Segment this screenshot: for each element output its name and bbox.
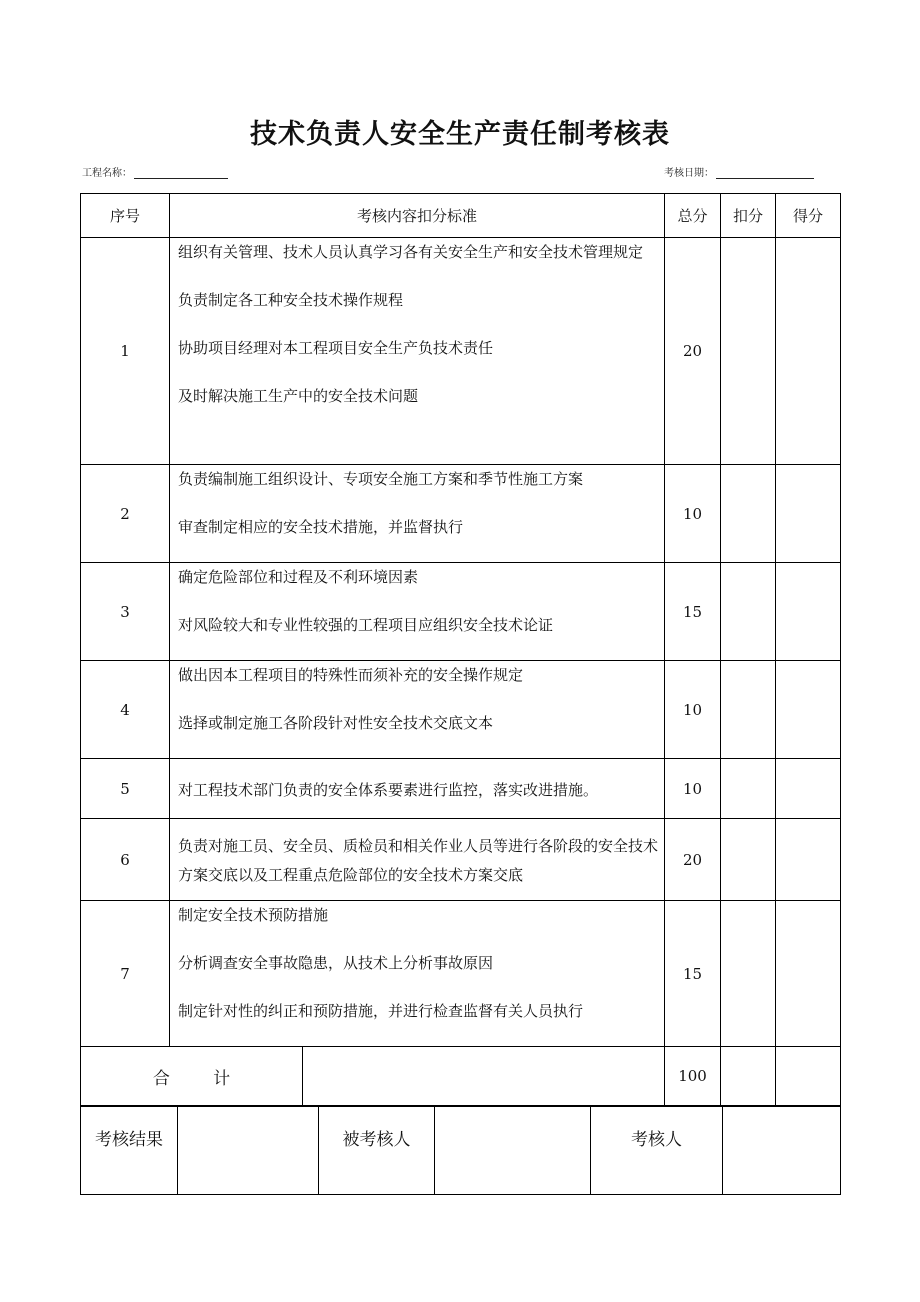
row-content <box>170 238 665 465</box>
page-title: 技术负责人安全生产责任制考核表 <box>250 119 670 150</box>
header-content: 考核内容扣分标准 <box>170 194 665 238</box>
table-row <box>81 563 841 661</box>
header-score: 得分 <box>776 194 841 238</box>
sum-blank-cell[interactable] <box>303 1047 665 1106</box>
row-total: 15 <box>665 901 721 1047</box>
table-row <box>81 238 841 465</box>
row-total: 10 <box>665 759 721 819</box>
table-row <box>81 759 841 819</box>
row-deduct-cell[interactable] <box>721 465 776 563</box>
row-score-cell[interactable] <box>776 563 841 661</box>
criteria-line: 协助项目经理对本工程项目安全生产负技术责任 <box>178 339 494 357</box>
row-score-cell[interactable] <box>776 661 841 759</box>
result-cell[interactable] <box>178 1107 319 1195</box>
row-index: 5 <box>81 759 170 819</box>
header-index: 序号 <box>81 194 170 238</box>
assessee-label: 被考核人 <box>319 1107 435 1195</box>
row-total: 10 <box>665 465 721 563</box>
row-index: 1 <box>81 238 170 465</box>
row-score-cell[interactable] <box>776 819 841 901</box>
assessor-cell[interactable] <box>723 1107 841 1195</box>
assessment-date-blank[interactable] <box>716 169 814 179</box>
criteria-line: 对工程技术部门负责的安全体系要素进行监控，落实改进措施。 <box>178 780 599 799</box>
criteria-line: 确定危险部位和过程及不利环境因素 <box>178 568 419 586</box>
project-name-blank[interactable] <box>134 169 228 179</box>
row-index: 4 <box>81 661 170 759</box>
row-content <box>170 563 665 661</box>
project-name-label: 工程名称： <box>82 168 132 179</box>
row-index: 7 <box>81 901 170 1047</box>
row-score-cell[interactable] <box>776 759 841 819</box>
signature-row <box>81 1107 841 1195</box>
row-content <box>170 661 665 759</box>
sum-total: 100 <box>665 1047 721 1106</box>
row-index: 3 <box>81 563 170 661</box>
row-content <box>170 465 665 563</box>
row-deduct-cell[interactable] <box>721 759 776 819</box>
criteria-line: 制定针对性的纠正和预防措施，并进行检查监督有关人员执行 <box>178 1002 584 1020</box>
sum-score-cell[interactable] <box>776 1047 841 1106</box>
row-index: 2 <box>81 465 170 563</box>
row-total: 20 <box>665 819 721 901</box>
row-index: 6 <box>81 819 170 901</box>
sum-deduct-cell[interactable] <box>721 1047 776 1106</box>
assessment-date-label: 考核日期： <box>664 168 714 179</box>
criteria-line: 对风险较大和专业性较强的工程项目应组织安全技术论证 <box>178 616 554 634</box>
header-deduct: 扣分 <box>721 194 776 238</box>
row-deduct-cell[interactable] <box>721 661 776 759</box>
criteria-line: 做出因本工程项目的特殊性而须补充的安全操作规定 <box>178 666 524 684</box>
criteria-line: 分析调查安全事故隐患，从技术上分析事故原因 <box>178 954 494 972</box>
row-total: 20 <box>665 238 721 465</box>
row-content <box>170 819 665 901</box>
row-content <box>170 759 665 819</box>
criteria-line: 选择或制定施工各阶段针对性安全技术交底文本 <box>178 714 494 732</box>
criteria-line: 制定安全技术预防措施 <box>178 906 329 924</box>
table-row <box>81 901 841 1047</box>
assessment-date-field[interactable] <box>664 164 814 179</box>
criteria-line: 负责对施工员、安全员、质检员和相关作业人员等进行各阶段的安全技术方案交底以及工程重点危险部位的安全技术方案交底 <box>178 836 659 884</box>
assessment-table <box>80 193 841 1106</box>
row-deduct-cell[interactable] <box>721 901 776 1047</box>
criteria-line: 负责编制施工组织设计、专项安全施工方案和季节性施工方案 <box>178 470 584 488</box>
row-score-cell[interactable] <box>776 901 841 1047</box>
project-name-field[interactable] <box>82 164 228 179</box>
criteria-line: 及时解决施工生产中的安全技术问题 <box>178 387 419 405</box>
row-total: 15 <box>665 563 721 661</box>
assessor-label: 考核人 <box>591 1107 723 1195</box>
row-deduct-cell[interactable] <box>721 819 776 901</box>
row-deduct-cell[interactable] <box>721 238 776 465</box>
sum-label: 合 计 <box>81 1047 303 1106</box>
assessee-cell[interactable] <box>435 1107 591 1195</box>
table-row <box>81 819 841 901</box>
table-row <box>81 661 841 759</box>
table-row <box>81 465 841 563</box>
criteria-line: 负责制定各工种安全技术操作规程 <box>178 291 404 309</box>
signature-table <box>80 1106 841 1195</box>
header-total: 总分 <box>665 194 721 238</box>
row-score-cell[interactable] <box>776 238 841 465</box>
criteria-line: 组织有关管理、技术人员认真学习各有关安全生产和安全技术管理规定 <box>178 243 644 261</box>
row-score-cell[interactable] <box>776 465 841 563</box>
row-content <box>170 901 665 1047</box>
table-header-row <box>81 194 841 238</box>
result-label: 考核结果 <box>81 1107 178 1195</box>
criteria-line: 审查制定相应的安全技术措施，并监督执行 <box>178 518 464 536</box>
row-total: 10 <box>665 661 721 759</box>
sum-row <box>81 1047 841 1106</box>
row-deduct-cell[interactable] <box>721 563 776 661</box>
